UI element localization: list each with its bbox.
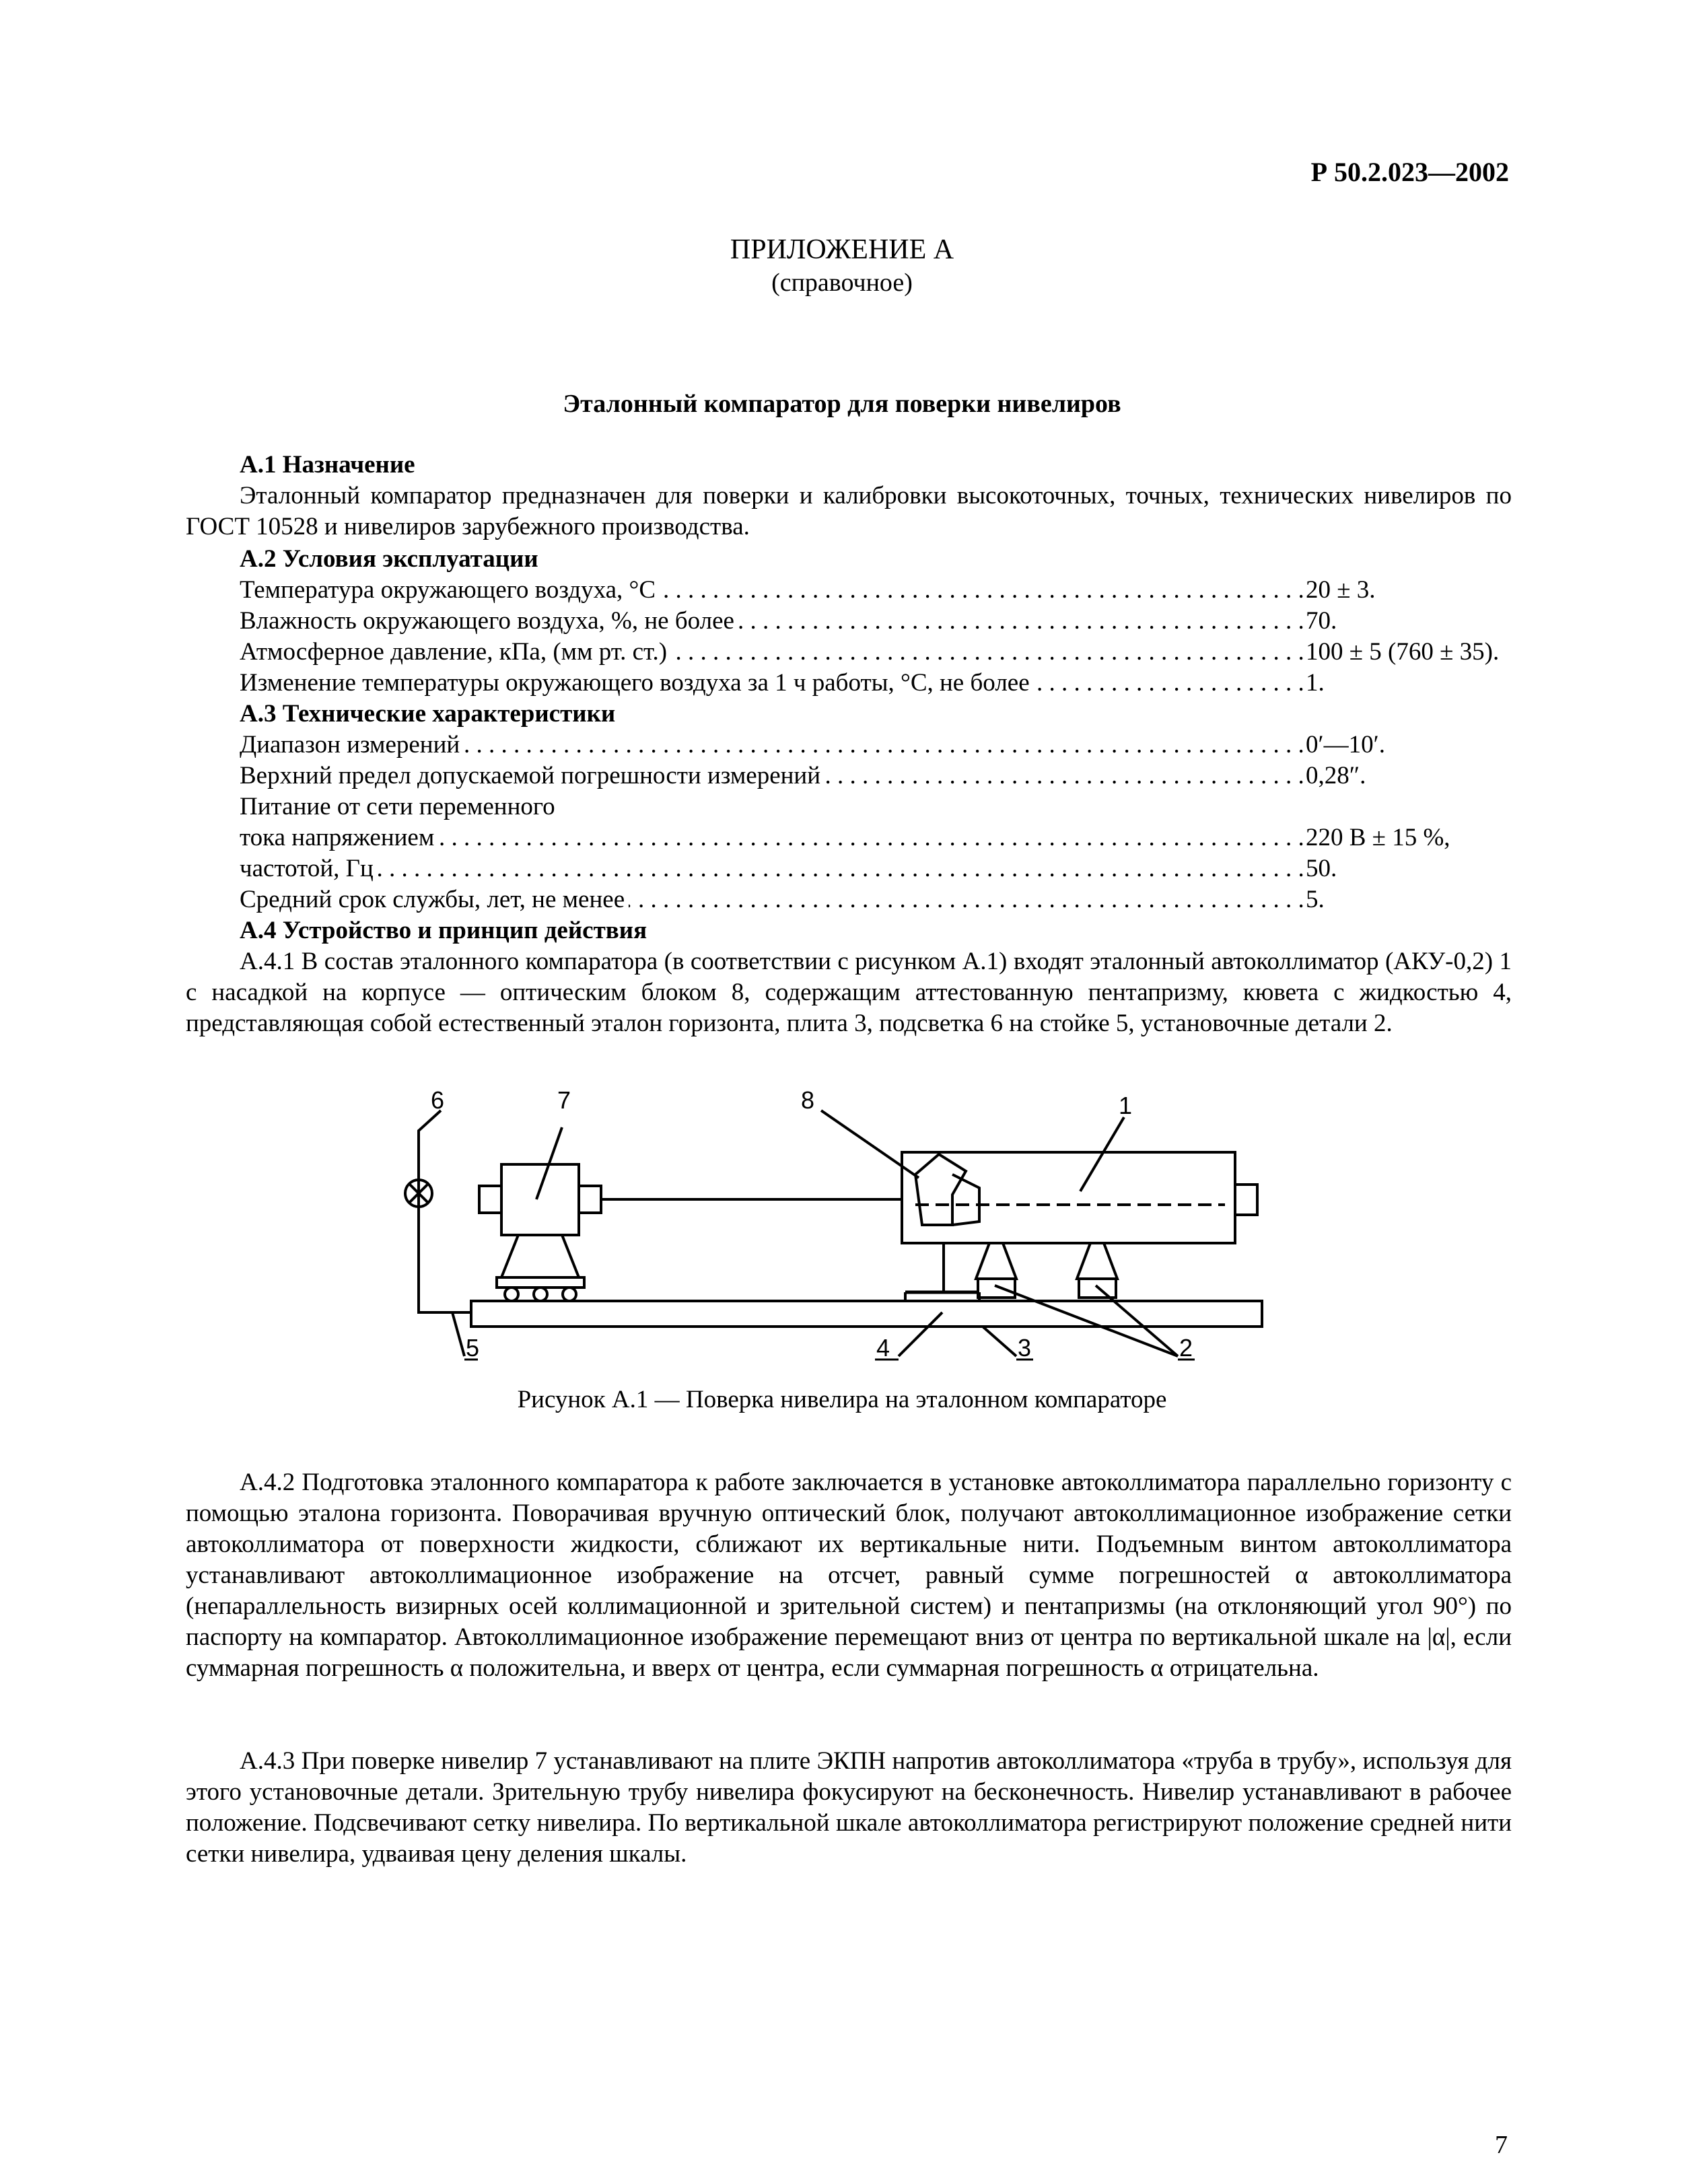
main-title: Эталонный компаратор для поверки нивелиров xyxy=(563,390,1121,418)
section-a4-p1-block xyxy=(186,946,1512,1039)
spec-label: тока напряжением xyxy=(240,824,438,851)
section-a4-p3-block xyxy=(186,1746,1512,1870)
spec-row xyxy=(240,637,1518,668)
base-plate xyxy=(471,1301,1262,1327)
spec-row xyxy=(240,884,1518,915)
spec-label: Температура окружающего воздуха, °С xyxy=(240,576,660,604)
lamp-stand xyxy=(419,1174,471,1312)
spec-row xyxy=(240,761,1518,791)
section-a3-heading: А.3 Технические характеристики xyxy=(240,700,616,728)
label-8: 8 xyxy=(801,1090,815,1114)
spec-value: 0,28″. xyxy=(1306,762,1366,789)
section-a4-paragraph-2: А.4.2 Подготовка эталонного компаратора к работе заключается в установке автоколлиматора параллельно горизонту с помощью эталона горизонта. Поворачивая вручную оптический блок, получают автоколлимационное изображение сетки автоколлиматора от поверхности жидкости, сближают их вертикальные нити. Подъемным винтом автоколлиматора устанавливают автоколлимационное изображение на отсчет, равный сумме погрешностей α автоколлиматора (непараллельность визирных осей коллимационной и зрительной систем) и пентапризмы (на отклоняющий угол 90°) по паспорту на компаратор. Автоколлимационное изображение перемещают вниз от центра по вертикальной шкале на |α|, если суммарная погрешность α положительна, и вверх от центра, если суммарная погрешность α отрицательна. xyxy=(186,1469,1512,1682)
spec-label: Влажность окружающего воздуха, %, не более xyxy=(240,607,738,635)
spec-value: 1. xyxy=(1306,669,1325,697)
spec-row xyxy=(240,853,1518,884)
appendix-subtitle: (справочное) xyxy=(771,269,913,297)
spec-row xyxy=(240,606,1518,637)
figure-caption: Рисунок А.1 — Поверка нивелира на эталонном компараторе xyxy=(517,1386,1167,1413)
section-a4-paragraph-1: А.4.1 В состав эталонного компаратора (в соответствии с рисунком А.1) входят эталонный автоколлиматор (АКУ-0,2) 1 с насадкой на корпусе — оптическим блоком 8, содержащим аттестованную пентапризму, кювета с жидкостью 4, представляющая собой естественный эталон горизонта, плита 3, подсветка 6 на стойке 5, установочные детали 2. xyxy=(186,948,1512,1037)
section-a4-heading: А.4 Устройство и принцип действия xyxy=(240,917,647,944)
appendix-title: ПРИЛОЖЕНИЕ А xyxy=(730,234,954,265)
section-a1-heading: А.1 Назначение xyxy=(240,451,415,479)
pentaprism xyxy=(915,1154,966,1225)
spec-row xyxy=(240,822,1518,853)
label-7: 7 xyxy=(557,1090,571,1114)
section-a1-text xyxy=(186,481,1512,542)
section-a4-paragraph-3: А.4.3 При поверке нивелир 7 устанавливают на плите ЭКПН напротив автоколлиматора «труба в трубу», используя для этого установочные детали. Зрительную трубу нивелира фокусируют на бесконечность. Нивелир устанавливают в рабочее положение. Подсвечивают сетку нивелира. По вертикальной шкале автоколлиматора регистрируют положение средней нити сетки нивелира, удваивая цену деления шкалы. xyxy=(186,1747,1512,1868)
label-3: 3 xyxy=(1018,1334,1032,1362)
section-a4-p2-block xyxy=(186,1467,1512,1684)
spec-value: 5. xyxy=(1306,886,1325,913)
page-number: 7 xyxy=(1495,2131,1508,2159)
spec-label: Атмосферное давление, кПа, (мм рт. ст.) xyxy=(240,638,671,666)
spec-row xyxy=(240,575,1518,606)
spec-value: 100 ± 5 (760 ± 35). xyxy=(1306,638,1500,666)
document-code: Р 50.2.023—2002 xyxy=(1310,157,1509,187)
spec-value: 220 В ± 15 %, xyxy=(1306,824,1450,851)
label-6: 6 xyxy=(431,1090,445,1114)
spec-row xyxy=(240,730,1518,761)
appendix-heading xyxy=(0,232,1684,298)
spec-value: 70. xyxy=(1306,607,1337,635)
spec-label: Верхний предел допускаемой погрешности измерений xyxy=(240,762,825,789)
label-2: 2 xyxy=(1179,1334,1193,1362)
label-5: 5 xyxy=(466,1334,480,1362)
spec-label: Изменение температуры окружающего воздуха за 1 ч работы, °С, не более xyxy=(240,669,1034,697)
level-body xyxy=(501,1164,579,1235)
spec-value: 50. xyxy=(1306,855,1337,882)
section-a1-paragraph: Эталонный компаратор предназначен для поверки и калибровки высокоточных, точных, технических нивелиров по ГОСТ 10528 и нивелиров зарубежного производства. xyxy=(186,482,1512,540)
section-a2-heading: А.2 Условия эксплуатации xyxy=(240,545,538,573)
spec-value: 20 ± 3. xyxy=(1306,576,1376,604)
spec-row xyxy=(240,668,1518,699)
spec-value: 0′—10′. xyxy=(1306,731,1385,759)
label-1: 1 xyxy=(1119,1092,1133,1119)
spec-label: частотой, Гц xyxy=(240,855,378,882)
label-4: 4 xyxy=(876,1334,890,1362)
power-label: Питание от сети переменного xyxy=(240,793,555,820)
spec-label: Средний срок службы, лет, не менее xyxy=(240,886,629,913)
figure-comparator-diagram xyxy=(377,1090,1306,1380)
spec-label: Диапазон измерений xyxy=(240,731,464,759)
